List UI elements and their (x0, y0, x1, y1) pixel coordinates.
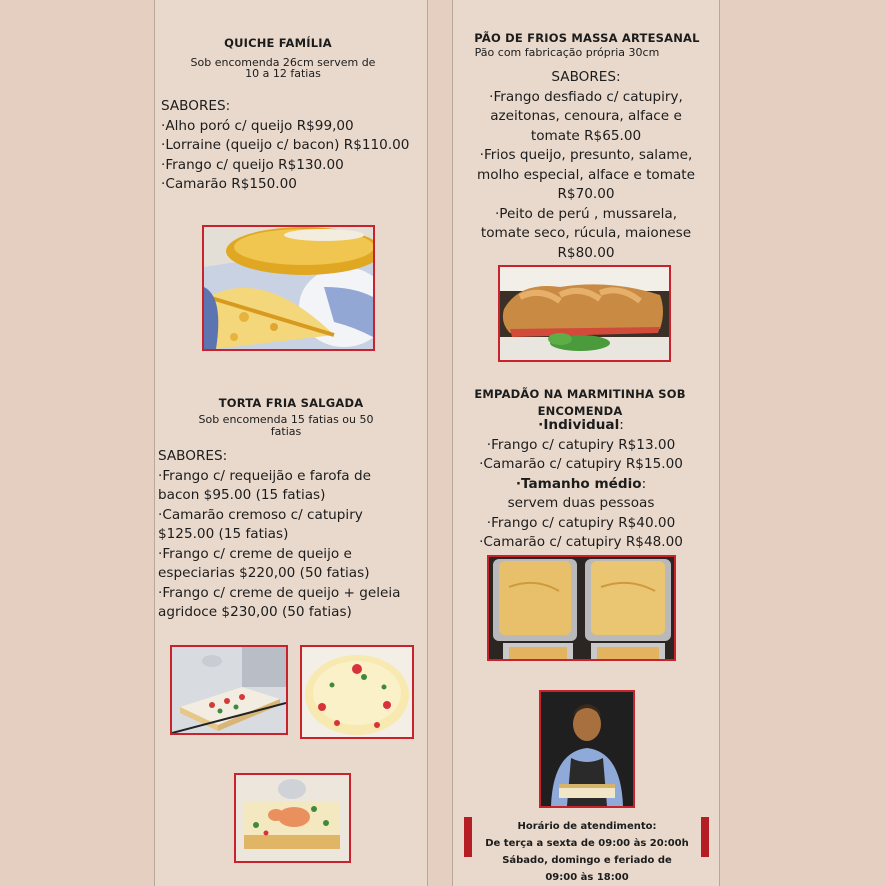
right-menu-panel (452, 0, 720, 886)
torta-line: ·Frango c/ creme de queijo e (158, 545, 352, 562)
torta-line: ·Frango c/ requeijão e farofa de (158, 467, 371, 484)
pao-line: R$80.00 (557, 244, 615, 261)
hours-block (453, 818, 721, 886)
pao-subtitle: Pão com fabricação própria 30cm (474, 46, 660, 59)
torta-line: agridoce $230,00 (50 fatias) (158, 604, 352, 620)
quiche-subtitle-1: Sob encomenda 26cm servem de (190, 56, 376, 69)
chef-photo (539, 690, 635, 808)
torta-photo-3 (234, 773, 351, 863)
pao-flavors-heading: SABORES: (551, 69, 621, 85)
pao-line: tomate R$65.00 (530, 127, 642, 144)
quiche-title: QUICHE FAMÍLIA (224, 36, 332, 50)
quiche-item: ·Alho poró c/ queijo R$99,00 (161, 117, 354, 134)
hours-line-1: De terça a sexta de 09:00 às 20:00h (485, 838, 689, 849)
quiche-subtitle-2: 10 a 12 fatias (245, 67, 321, 80)
empadao-medium-item: ·Frango c/ catupiry R$40.00 (486, 514, 676, 531)
torta-line: ·Camarão cremoso c/ catupiry (158, 506, 363, 523)
empadao-menu (453, 416, 709, 553)
medium-note: servem duas pessoas (507, 495, 655, 511)
individual-colon: : (619, 417, 624, 433)
hours-line-3: 09:00 às 18:00 (545, 872, 629, 883)
torta-subtitle-1: Sob encomenda 15 fatias ou 50 (198, 413, 374, 426)
pao-line: azeitonas, cenoura, alface e (490, 108, 682, 124)
torta-flavors (158, 447, 400, 623)
quiche-item: ·Frango c/ queijo R$130.00 (161, 156, 344, 173)
torta-line: bacon $95.00 (15 fatias) (158, 487, 326, 503)
medium-colon: : (641, 475, 647, 492)
quiche-photo (202, 225, 375, 351)
torta-subtitle-2: fatias (270, 425, 302, 438)
torta-title: TORTA FRIA SALGADA (218, 396, 364, 410)
pao-line: tomate seco, rúcula, maionese (480, 225, 692, 241)
pao-line: ·Peito de perú , mussarela, (494, 205, 678, 222)
empadao-individual-item: ·Camarão c/ catupiry R$15.00 (479, 456, 683, 472)
medium-label: ·Tamanho médio (515, 475, 642, 492)
empadao-photo (487, 555, 676, 661)
left-menu-panel (154, 0, 428, 886)
pao-title: PÃO DE FRIOS MASSA ARTESANAL (474, 31, 700, 45)
torta-line: especiarias $220,00 (50 fatias) (158, 565, 370, 581)
pao-line: R$70.00 (557, 186, 615, 202)
pao-flavors (453, 68, 719, 263)
torta-photo-2 (300, 645, 414, 739)
quiche-flavors-heading: SABORES: (161, 98, 231, 114)
pao-line: molho especial, alface e tomate (476, 166, 695, 183)
hours-line-2: Sábado, domingo e feriado de (502, 855, 672, 866)
torta-line: ·Frango c/ creme de queijo + geleia (158, 584, 401, 601)
hours-heading: Horário de atendimento: (517, 821, 657, 832)
torta-photo-1 (170, 645, 288, 735)
quiche-flavors (161, 97, 409, 195)
torta-flavors-heading: SABORES: (158, 448, 228, 464)
pao-photo (498, 265, 671, 362)
pao-line: ·Frios queijo, presunto, salame, (479, 147, 693, 163)
quiche-item: ·Camarão R$150.00 (161, 176, 297, 192)
empadao-individual-item: ·Frango c/ catupiry R$13.00 (486, 436, 676, 453)
empadao-title-2: ENCOMENDA (537, 404, 623, 418)
empadao-title-1: EMPADÃO NA MARMITINHA SOB (474, 387, 686, 401)
empadao-medium-item: ·Camarão c/ catupiry R$48.00 (479, 534, 683, 550)
torta-line: $125.00 (15 fatias) (158, 526, 289, 542)
individual-label: ·Individual (538, 417, 620, 433)
quiche-item: ·Lorraine (queijo c/ bacon) R$110.00 (161, 137, 410, 153)
pao-line: ·Frango desfiado c/ catupiry, (489, 88, 683, 105)
